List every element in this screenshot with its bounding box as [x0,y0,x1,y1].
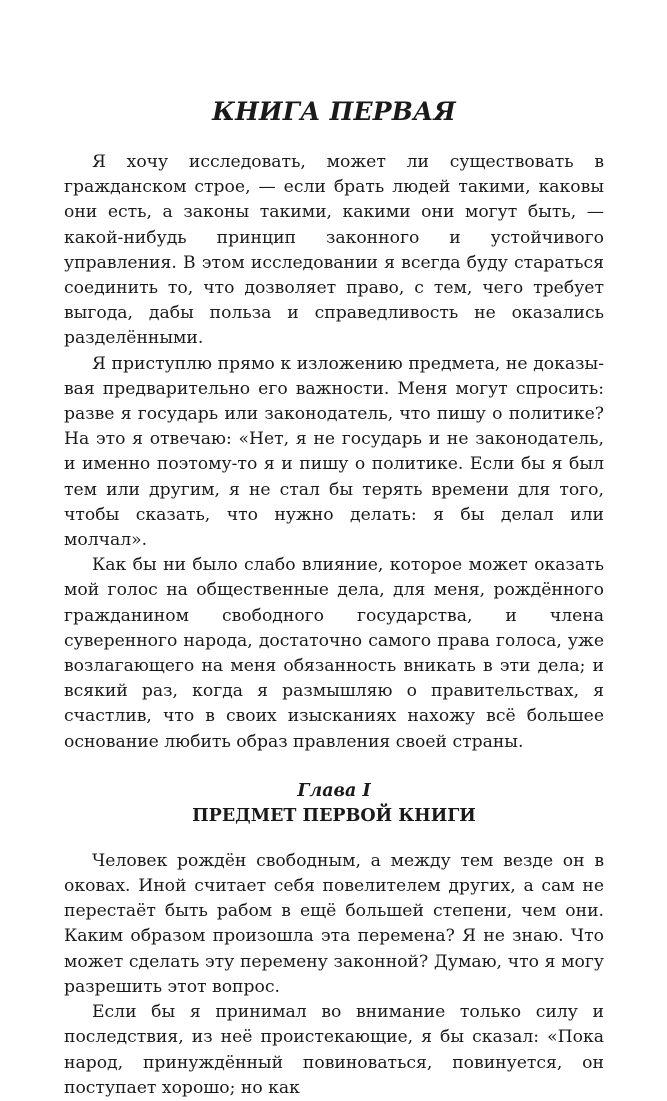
chapter-label: Глава I [297,780,371,801]
chapter-paragraph-2: Если бы я принимал во внимание только силу и последствия, из неё проистекающие, я бы сказал: «Пока народ, принуждённый повиноваться, повинуется, он поступает хорошо; но как [64,1002,604,1098]
intro-paragraph-3: Как бы ни было слабо влияние, которое может оказать мой голос на общественные дела, для меня, рождённого гражданином свободного государства, и члена суверенного народа, достаточно самого права голоса, уже возлагающего на меня обязанность вникать в эти дела; и всякий раз, когда я размышляю о правительствах, я счастлив, что в своих изысканиях нахожу всё большее основание любить образ правления своей страны. [64,555,604,752]
chapter-heading [64,779,604,829]
chapter-section [64,849,604,1101]
book-page [64,96,604,1101]
chapter-title: ПРЕДМЕТ ПЕРВОЙ КНИГИ [192,805,476,826]
chapter-paragraph-1: Человек рождён свободным, а между тем везде он в оковах. Иной считает себя повелителем других, а сам не перестаёт быть рабом в ещё большей степени, чем они. Каким образом произошла эта перемена? Я не знаю. Что может сделать эту перемену законной? Думаю, что я могу разрешить этот вопрос. [64,850,604,997]
intro-paragraph-1: Я хочу исследовать, может ли существовать в гражданском строе, — если брать людей такими, каковы они есть, а законы такими, какими они могут быть, — какой-нибудь принцип законного и устойчивого управления. В этом исследовании я всегда буду стараться соединить то, что дозволяет право, с тем, чего требует выгода, дабы польза и справедливость не оказались разделёнными. [64,152,604,349]
book-title: КНИГА ПЕРВАЯ [212,97,456,126]
intro-section [64,150,604,755]
intro-paragraph-2: Я приступлю прямо к изложению предмета, не доказывая предварительно его важности. Меня могут спросить: разве я государь или законодатель, что пишу о политике? На это я отвечаю: «Нет, я не государь и не законодатель, и именно поэтому-то я и пишу о политике. Если бы я был тем или другим, я не стал бы терять времени для того, чтобы сказать, что нужно делать: я бы делал или молчал». [64,353,604,551]
